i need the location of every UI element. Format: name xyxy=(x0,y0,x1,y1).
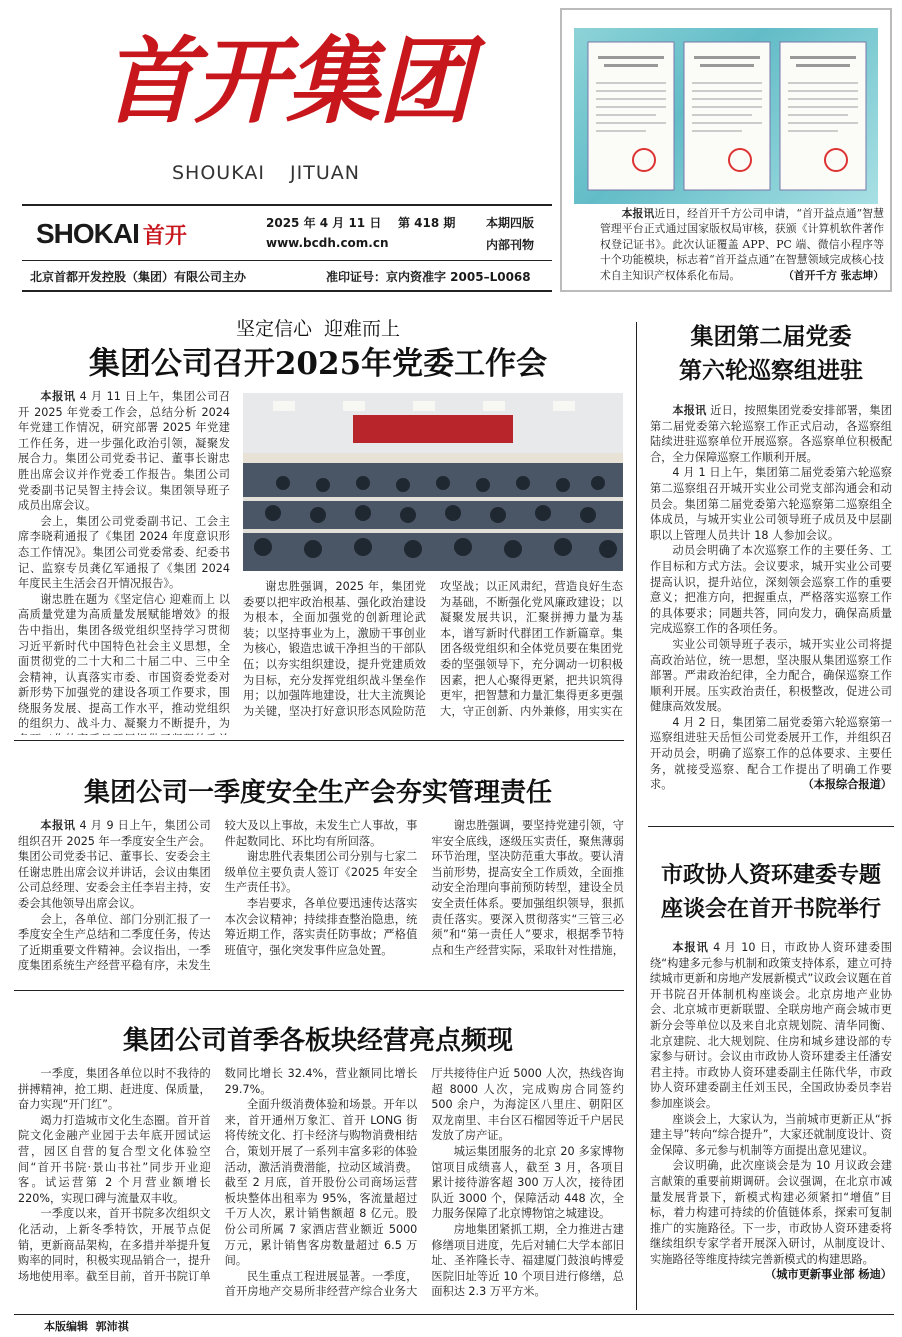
side1-p3: 动员会明确了本次巡察工作的主要任务、工作目标和方式方法。会议要求，城开实业公司要提高认识，提升站位，深刻领会巡察工作的重要意义；把准方向，把握重点，严格落实巡察工作的具体要求；同题共答，同向发力，确保高质量完成巡察工作的各项任务。 xyxy=(650,544,892,636)
article3-p3: 一季度以来，首开书院多次组织文化活动，上新冬季特饮，开展节点促销，更新商品架构，在多措并举提升复购率的同时，积极实现品销合一，提升场地使用率。截至目前，首开书院订单数同比增长 32.4%，营业额同比增长 29.7%。 xyxy=(18,1067,418,1283)
news-box-certificate xyxy=(560,8,892,292)
side1-p1: 近日，按照集团党委安排部署，集团第二届党委第六轮巡察工作正式启动，各巡察组陆续进驻巡察单位开展巡察。各巡察单位积极配合，全力保障巡察工作顺利开展。 xyxy=(650,404,892,464)
article3-p5: 民生重点工程进展显著。一季度，首开房地产交易所非经营产综合业务大厅共接待住户近 5000 人次，热线咨询超 8000 人次，完成购房合同签约 500 余户，为海淀区八里庄、朝阳区双龙南里、丰台区石榴园等近千户居民发放了房产证。 xyxy=(224,1067,624,1299)
side1-credit: （本报综合报道） xyxy=(802,778,892,792)
lead-tag: 本报讯 xyxy=(40,390,76,403)
side1-p4: 实业公司领导班子表示，城开实业公司将提高政治站位，统一思想，坚决服从集团巡察工作部署。严肃政治纪律，全力配合，确保巡察工作顺利开展。压实政治责任，积极整改，促进公司健康高效发展。 xyxy=(650,637,892,714)
article1-col1 xyxy=(18,389,230,735)
article2-body xyxy=(18,818,624,984)
meeting-photo-illustration xyxy=(243,393,623,571)
internal-label: 内部刊物 xyxy=(486,238,535,252)
side2-body xyxy=(650,940,892,1306)
lead-tag: 本报讯 xyxy=(621,207,655,220)
issue-number: 第 418 期 xyxy=(398,216,456,230)
certificates-illustration xyxy=(574,28,878,204)
masthead-pinyin-left: SHOUKAI xyxy=(172,162,265,184)
brand-logo-cn: 首开 xyxy=(142,223,187,249)
page-editor: 本版编辑 郭沛祺 xyxy=(44,1320,129,1333)
certificate-credit: （首开千方 张志坤） xyxy=(783,268,884,282)
divider xyxy=(14,740,624,741)
article2-p1: 4 月 9 日上午，集团公司组织召开 2025 年一季度安全生产会。集团公司党委书记、董事长、安委会主任谢忠胜出席会议并讲话，会议由集团公司总经理、安委会主任李岩主持，安委会其他领导出席会议。 xyxy=(18,819,211,910)
side2-p2: 座谈会上，大家认为，当前城市更新正从“拆建主导”转向“综合提升”，大家还就制度设计、资金保障、多元参与机制等方面提出意见建议。 xyxy=(650,1112,892,1157)
article2-headline: 集团公司一季度安全生产会夯实管理责任 xyxy=(83,778,552,808)
lead-tag: 本报讯 xyxy=(672,404,707,417)
article2-p4: 李岩要求，各单位要迅速传达落实本次会议精神；持续排查整治隐患，统筹近期工作，落实责任防事故；严格值班值守，强化突发事件应急处置。 xyxy=(224,896,418,957)
sponsor-rule-top xyxy=(22,260,552,261)
article3-p1: 一季度，集团各单位以时不我待的拼搏精神，抢工期、赶进度、保质量，奋力实现“开门红”。 xyxy=(18,1067,211,1112)
issue-date: 2025 年 4 月 11 日 xyxy=(266,216,382,230)
side1-p5: 4 月 2 日，集团第二届党委第六轮巡察第一巡察组进驻天岳恒公司党委展开工作，并组织召开动员会，明确了巡察工作的总体要求、主要任务，就接受巡察、配合工作提出了明确工作要求。 xyxy=(650,715,892,792)
side2-p1: 4 月 10 日，市政协人资环建委围绕“构建多元参与机制和政策支持体系，建立可持续城市更新和房地产发展新模式”议政会议题在首开书院召开体制机构座谈会。北京房地产业协会、北京城市更新联盟、全联房地产商会城市更新分会等单位以及来自北京规划院、清华同衡、北京建院、北大规划院、住房和城乡建设部的专家参与研讨。会议由市政协人资环建委主任潘安君主持。市政协人资环建委副主任陈代华，市政协人资环建委副主任刘玉民，全国政协委员李岩参加座谈会。 xyxy=(650,941,892,1110)
brand-logo xyxy=(36,216,187,252)
column-divider xyxy=(636,322,637,1310)
article1-kicker: 坚定信心 迎难而上 xyxy=(235,318,401,340)
side1-headline-line1: 集团第二届党委 xyxy=(690,323,852,350)
masthead-rule xyxy=(22,204,552,206)
brand-logo-latin: SHOKAI xyxy=(36,218,139,249)
article1-p4: 谢忠胜强调，2025 年，集团党委要以把牢政治根基、强化政治建设为根本，全面加强党的创新理论武装；以坚持事业为上，激励干事创业为核心，锻造忠诚干净担当的干部队伍；以夯实组织建设，提升党建质效为目标，充分发挥党组织战斗堡垒作用；以加强阵地建设，壮大主流舆论为关键，坚决打好意识形态风险防范攻坚战；以正风肃纪，营造良好生态为基础，不断强化党风廉政建设；以凝聚发展共识，汇聚拼搏力量为基本，谱写新时代群团工作新篇章。集团各级党组织和全体党员要在集团党委的坚强领导下，充分调动一切积极因素，把人心聚得更紧，把共识筑得更牢，把智慧和力量汇集得更多更强大，守正创新、内外兼修，用实实在 xyxy=(243,580,623,718)
news-box-certificate-text xyxy=(600,206,884,286)
article3-body xyxy=(18,1066,624,1306)
article3-p7: 房地集团紧抓工期，全力推进古建修缮项目进度，先后对辅仁大学本部旧址、圣祚隆长寺、福建厦门鼓浪屿博爱医院旧址等近 10 个项目进行修缮，总面积达 2.3 万平方米。 xyxy=(431,1222,624,1299)
side2-headline-line2: 座谈会在首开书院举行 xyxy=(660,896,881,922)
article1-p2: 会上，集团公司党委副书记、工会主席李晓莉通报了《集团 2024 年度意识形态工作情况》。集团公司党委常委、纪委书记、监察专员龚亿军通报了《集团 2024 年度民主生活会召开情况报告》。 xyxy=(18,514,230,591)
sponsor-rule-bottom xyxy=(22,290,552,292)
divider xyxy=(648,826,894,827)
masthead-title xyxy=(22,22,522,160)
article1-headline: 集团公司召开2025年党委工作会 xyxy=(88,346,548,382)
masthead-pinyin-right: JITUAN xyxy=(290,162,360,184)
article3-p4: 全面升级消费体验和场景。开年以来，首开通州万象汇、首开 LONG 街将传统文化、打卡经济与购物消费相结合，策划开展了一系列丰富多彩的体验活动，激活消费潜能，拉动区域消费。截至 2 月底，首开股份公司商场运营板块整体出租率为 95%，客流量超过千万人次，累计销售额超 8 亿元。股份公司所属 7 家酒店营业额近 5000 万元，累计销售客房数量超过 6.5 万间。 xyxy=(224,1098,418,1268)
article3-p6: 城运集团服务的北京 20 多家博物馆项目成绩喜人，截至 3 月，各项目累计接待游客超 300 万人次，接待团队近 3000 个，保障活动 448 次，全力服务保障了北京博物馆之城建设。 xyxy=(431,1144,624,1221)
article2-p5: 谢忠胜强调，要坚持党建引领，守牢安全底线，逐级压实责任，聚焦薄弱环节治理，坚决防范重大事故。要认清当前形势，提高安全工作质效，全面推动安全治理向事前预防转型，建设全员安全责任体系。要加强组织领导，狠抓责任落实。要深入贯彻落实“三管三必须”和“第一责任人”要求，根据季节特点和生产经营实际，采取针对性措施， xyxy=(431,819,624,957)
certificate-body: 近日，经首开千方公司申请，“首开益点通”智慧管理平台正式通过国家版权局审核，获颁《计算机软件著作权登记证书》。此次认证覆盖 APP、PC 端、微信小程序等十个功能模块，标志着“首开益点通”在智慧领域完成核心技术自主知识产权体系化布局。 xyxy=(600,207,884,282)
article3-p2: 竭力打造城市文化生态圈。首开首院文化金融产业园于去年底开园试运营，园区自营的复合型文化体验空间“首开书院·景山书社”同步开业迎客。试运营第 2 个月营业额增长 220%，实现口碑与流量双丰收。 xyxy=(18,1113,211,1205)
side1-headline-line2: 第六轮巡察组进驻 xyxy=(679,357,863,384)
article2-p3: 谢忠胜代表集团公司分别与七家二级单位主要负责人签订《2025 年安全生产责任书》。 xyxy=(224,850,418,895)
side2-p3: 会议明确，此次座谈会是为 10 月议政会建言献策的重要前期调研。会议强调，在北京市减量发展背景下，新模式构建必须紧扣“增值”目标，着力构建可持续的价值链体系，探索可复制推广的实施路径。下一步，市政协人资环建委将继续组织专家学者开展深入研讨，从制度设计、实施路径等维度持续完善新模式的构建思路。 xyxy=(650,1159,892,1266)
footer-rule xyxy=(14,1314,894,1315)
side1-p2: 4 月 1 日上午，集团第二届党委第六轮巡察第二巡察组召开城开实业公司党支部沟通会和动员会。集团第二届党委第六轮巡察第二巡察组全体成员，与城开实业公司领导班子成员及中层副职以上管理人员共计 18 人参加会议。 xyxy=(650,466,892,542)
lead-tag: 本报讯 xyxy=(672,941,709,954)
article2-p2: 会上，各单位、部门分别汇报了一季度安全生产总结和二季度任务，传达了近期重要文件精神。会议指出，一季度集团系统生产经营平稳有序，未发生较大及以上事故，未发生亡人事故，事件起数同比、环比均有所回落。 xyxy=(18,819,418,973)
article1-p3: 谢忠胜在题为《坚定信心 迎难而上 以高质量党建为高质量发展赋能增效》的报告中指出，集团各级党组织坚持学习贯彻习近平新时代中国特色社会主义思想，全面贯彻党的二十大和二十届二中、三中全会精神，认真落实市委、市国资委党委对新形势下加强党的建设各项工作要求，围绕服务发展、提高工作水平，推动党组织的组织力、战斗力、凝聚力不断提升，为 xyxy=(18,592,230,731)
masthead-calligraphy: 首开集团 xyxy=(102,27,471,137)
lead-tag: 本报讯 xyxy=(40,819,76,832)
issue-pages: 本期四版 xyxy=(486,216,535,230)
article1-p1: 4 月 11 日上午，集团公司召开 2025 年党委工作会，总结分析 2024 年党建工作情况，研究部署 2025 年党建工作任务，进一步强化政治引领，凝聚发展合力。集团公司党委书记、董事长谢忠胜出席会议并作党委工作报告。集团公司党委副书记吴智主持会议。集团领导班子成员出席会议。 xyxy=(18,390,230,513)
sponsor: 北京首都开发控股（集团）有限公司主办 xyxy=(30,270,247,284)
divider xyxy=(14,990,624,991)
article1-photo xyxy=(243,393,623,571)
certificate-photo xyxy=(574,28,878,204)
side1-body xyxy=(650,403,892,803)
permit: 准印证号：京内资准字 2005–L0068 xyxy=(326,270,531,284)
article1-col2-3 xyxy=(243,579,623,733)
side2-credit: （城市更新事业部 杨迪） xyxy=(765,1268,892,1282)
side2-headline-line1: 市政协人资环建委专题 xyxy=(660,862,881,888)
website: www.bcdh.com.cn xyxy=(266,236,389,250)
article3-headline: 集团公司首季各板块经营亮点频现 xyxy=(122,1026,513,1056)
